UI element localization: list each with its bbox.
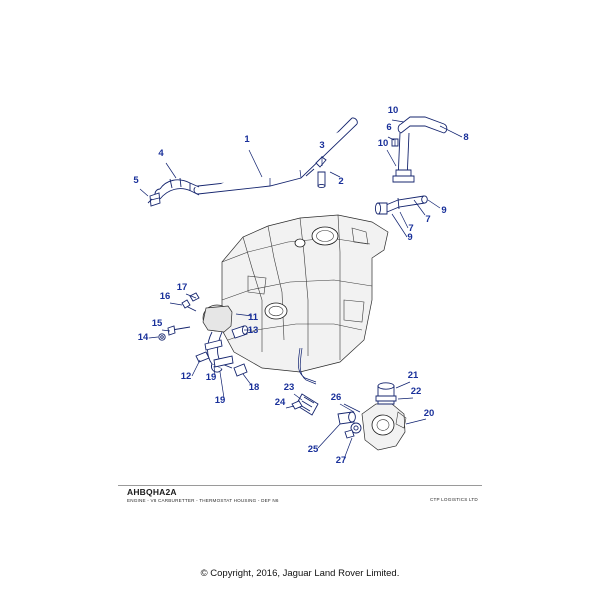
callout-number: 11 [247,312,259,323]
callout-number: 1 [244,134,250,145]
callout-number: 3 [319,140,325,151]
callout-number: 22 [410,386,422,397]
callout-number: 10 [377,138,389,149]
callout-number: 18 [248,382,260,393]
callout-number: 21 [407,370,419,381]
callout-number: 7 [408,223,414,234]
callout-number: 10 [387,105,399,116]
part-upper-right-elbow [392,117,447,182]
callout-number: 4 [158,148,164,159]
callout-number: 9 [407,232,413,243]
callout-number: 8 [463,132,469,143]
part-right-tube [375,196,427,214]
part-left-hose [148,178,199,206]
callout-number: 12 [180,371,192,382]
footer-part-code: AHBQHA2A [127,487,177,497]
callout-number: 14 [137,332,149,343]
callout-number: 7 [425,214,431,225]
copyright-notice: © Copyright, 2016, Jaguar Land Rover Limited. [200,568,400,579]
callout-number: 24 [274,397,286,408]
callout-number: 13 [247,325,259,336]
part-intake-manifold [222,215,388,384]
callout-number: 26 [330,392,342,403]
part-long-pipe [194,118,357,194]
footer-divider [118,485,482,486]
callout-number: 9 [441,205,447,216]
callout-number: 2 [338,176,344,187]
part-gasket-strip [292,394,318,415]
callout-number: 19 [205,372,217,383]
callout-number: 23 [283,382,295,393]
callout-number: 5 [133,175,139,186]
callout-number: 16 [159,291,171,302]
callout-number: 20 [423,408,435,419]
callout-number: 17 [176,282,188,293]
footer-description: ENGINE - V8 CARBURETTER - THERMOSTAT HOUSING - DEF N6 [127,498,279,503]
callout-number: 27 [335,455,347,466]
part-thermostat-housing-right [338,383,406,450]
callout-number: 6 [386,122,392,133]
footer-right-label: CTP LOGISTICS LTD [430,497,478,502]
callout-number: 19 [214,395,226,406]
callout-number: 15 [151,318,163,329]
callout-number: 25 [307,444,319,455]
